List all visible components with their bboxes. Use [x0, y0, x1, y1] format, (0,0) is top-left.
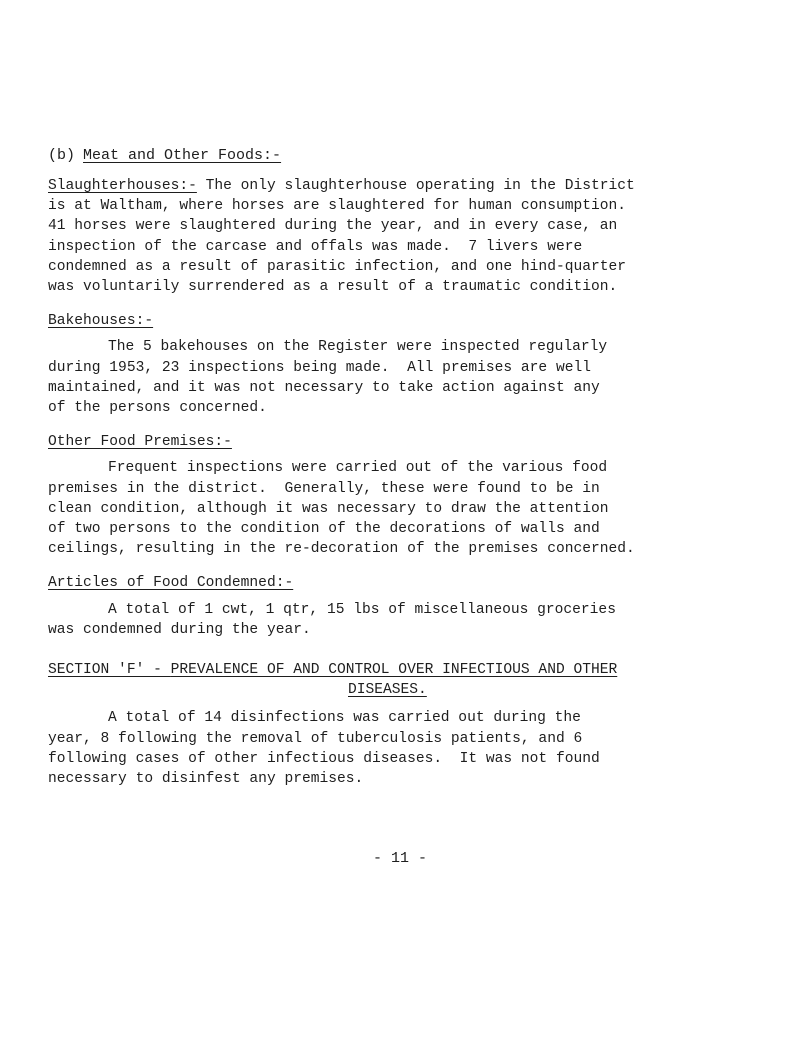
section-prefix: (b): [48, 147, 76, 164]
articles-condemned-paragraph: [48, 600, 788, 640]
section-f-title-line-2: DISEASES.: [348, 682, 427, 699]
text-line: A total of 1 cwt, 1 qtr, 15 lbs of miscellaneous groceries: [108, 601, 616, 618]
text-line: of the persons concerned.: [48, 400, 267, 417]
text-line: was condemned during the year.: [48, 621, 311, 638]
text-line: following cases of other infectious diseases. It was not found: [48, 750, 600, 767]
articles-condemned-heading-row: [48, 573, 788, 593]
slaughterhouses-paragraph: [48, 176, 788, 297]
slaughterhouses-heading: Slaughterhouses:-: [48, 178, 197, 194]
section-f-heading: [48, 660, 788, 700]
articles-condemned-heading: Articles of Food Condemned:-: [48, 575, 294, 592]
other-food-premises-paragraph: [48, 458, 788, 559]
page-number: - 11 -: [372, 850, 427, 867]
text-line: clean condition, although it was necessary to draw the attention: [48, 500, 609, 517]
meat-section-title: Meat and Other Foods:-: [83, 147, 282, 164]
text-line: of two persons to the condition of the decorations of walls and: [48, 521, 600, 538]
text-line: year, 8 following the removal of tuberculosis patients, and 6: [48, 730, 583, 747]
text-line: 41 horses were slaughtered during the year, and in every case, an: [48, 218, 618, 235]
document-page: [48, 146, 788, 789]
section-f-paragraph: [48, 708, 788, 789]
text-line: Frequent inspections were carried out of the various food: [108, 460, 608, 477]
text-line: during 1953, 23 inspections being made. All premises are well: [48, 359, 591, 376]
text-line: was voluntarily surrendered as a result of a traumatic condition.: [48, 279, 618, 296]
text-line: condemned as a result of parasitic infection, and one hind-quarter: [48, 258, 627, 275]
text-line: A total of 14 disinfections was carried out during the: [108, 710, 581, 727]
bakehouses-heading-row: [48, 311, 788, 331]
section-f-title-line-1: PREVALENCE OF AND CONTROL OVER INFECTIOUS AND OTHER: [170, 662, 618, 679]
meat-section-heading: [48, 146, 788, 166]
other-food-premises-heading-row: [48, 432, 788, 452]
slaughterhouses-line-1: [48, 176, 788, 196]
text-line: premises in the district. Generally, these were found to be in: [48, 480, 600, 497]
text-line: The only slaughterhouse operating in the District: [196, 178, 635, 194]
text-line: ceilings, resulting in the re-decoration of the premises concerned.: [48, 541, 635, 558]
text-line: inspection of the carcase and offals was made. 7 livers were: [48, 238, 583, 255]
bakehouses-paragraph: [48, 337, 788, 418]
text-line: The 5 bakehouses on the Register were inspected regularly: [108, 339, 608, 356]
text-line: necessary to disinfest any premises.: [48, 771, 364, 788]
bakehouses-heading: Bakehouses:-: [48, 313, 154, 330]
text-line: is at Waltham, where horses are slaughtered for human consumption.: [48, 198, 627, 215]
section-f-label-line: [48, 662, 617, 678]
section-f-label: SECTION 'F' -: [48, 662, 171, 679]
text-line: maintained, and it was not necessary to take action against any: [48, 379, 600, 396]
other-food-premises-heading: Other Food Premises:-: [48, 434, 232, 451]
section-f-title-line-2-row: [48, 680, 788, 700]
